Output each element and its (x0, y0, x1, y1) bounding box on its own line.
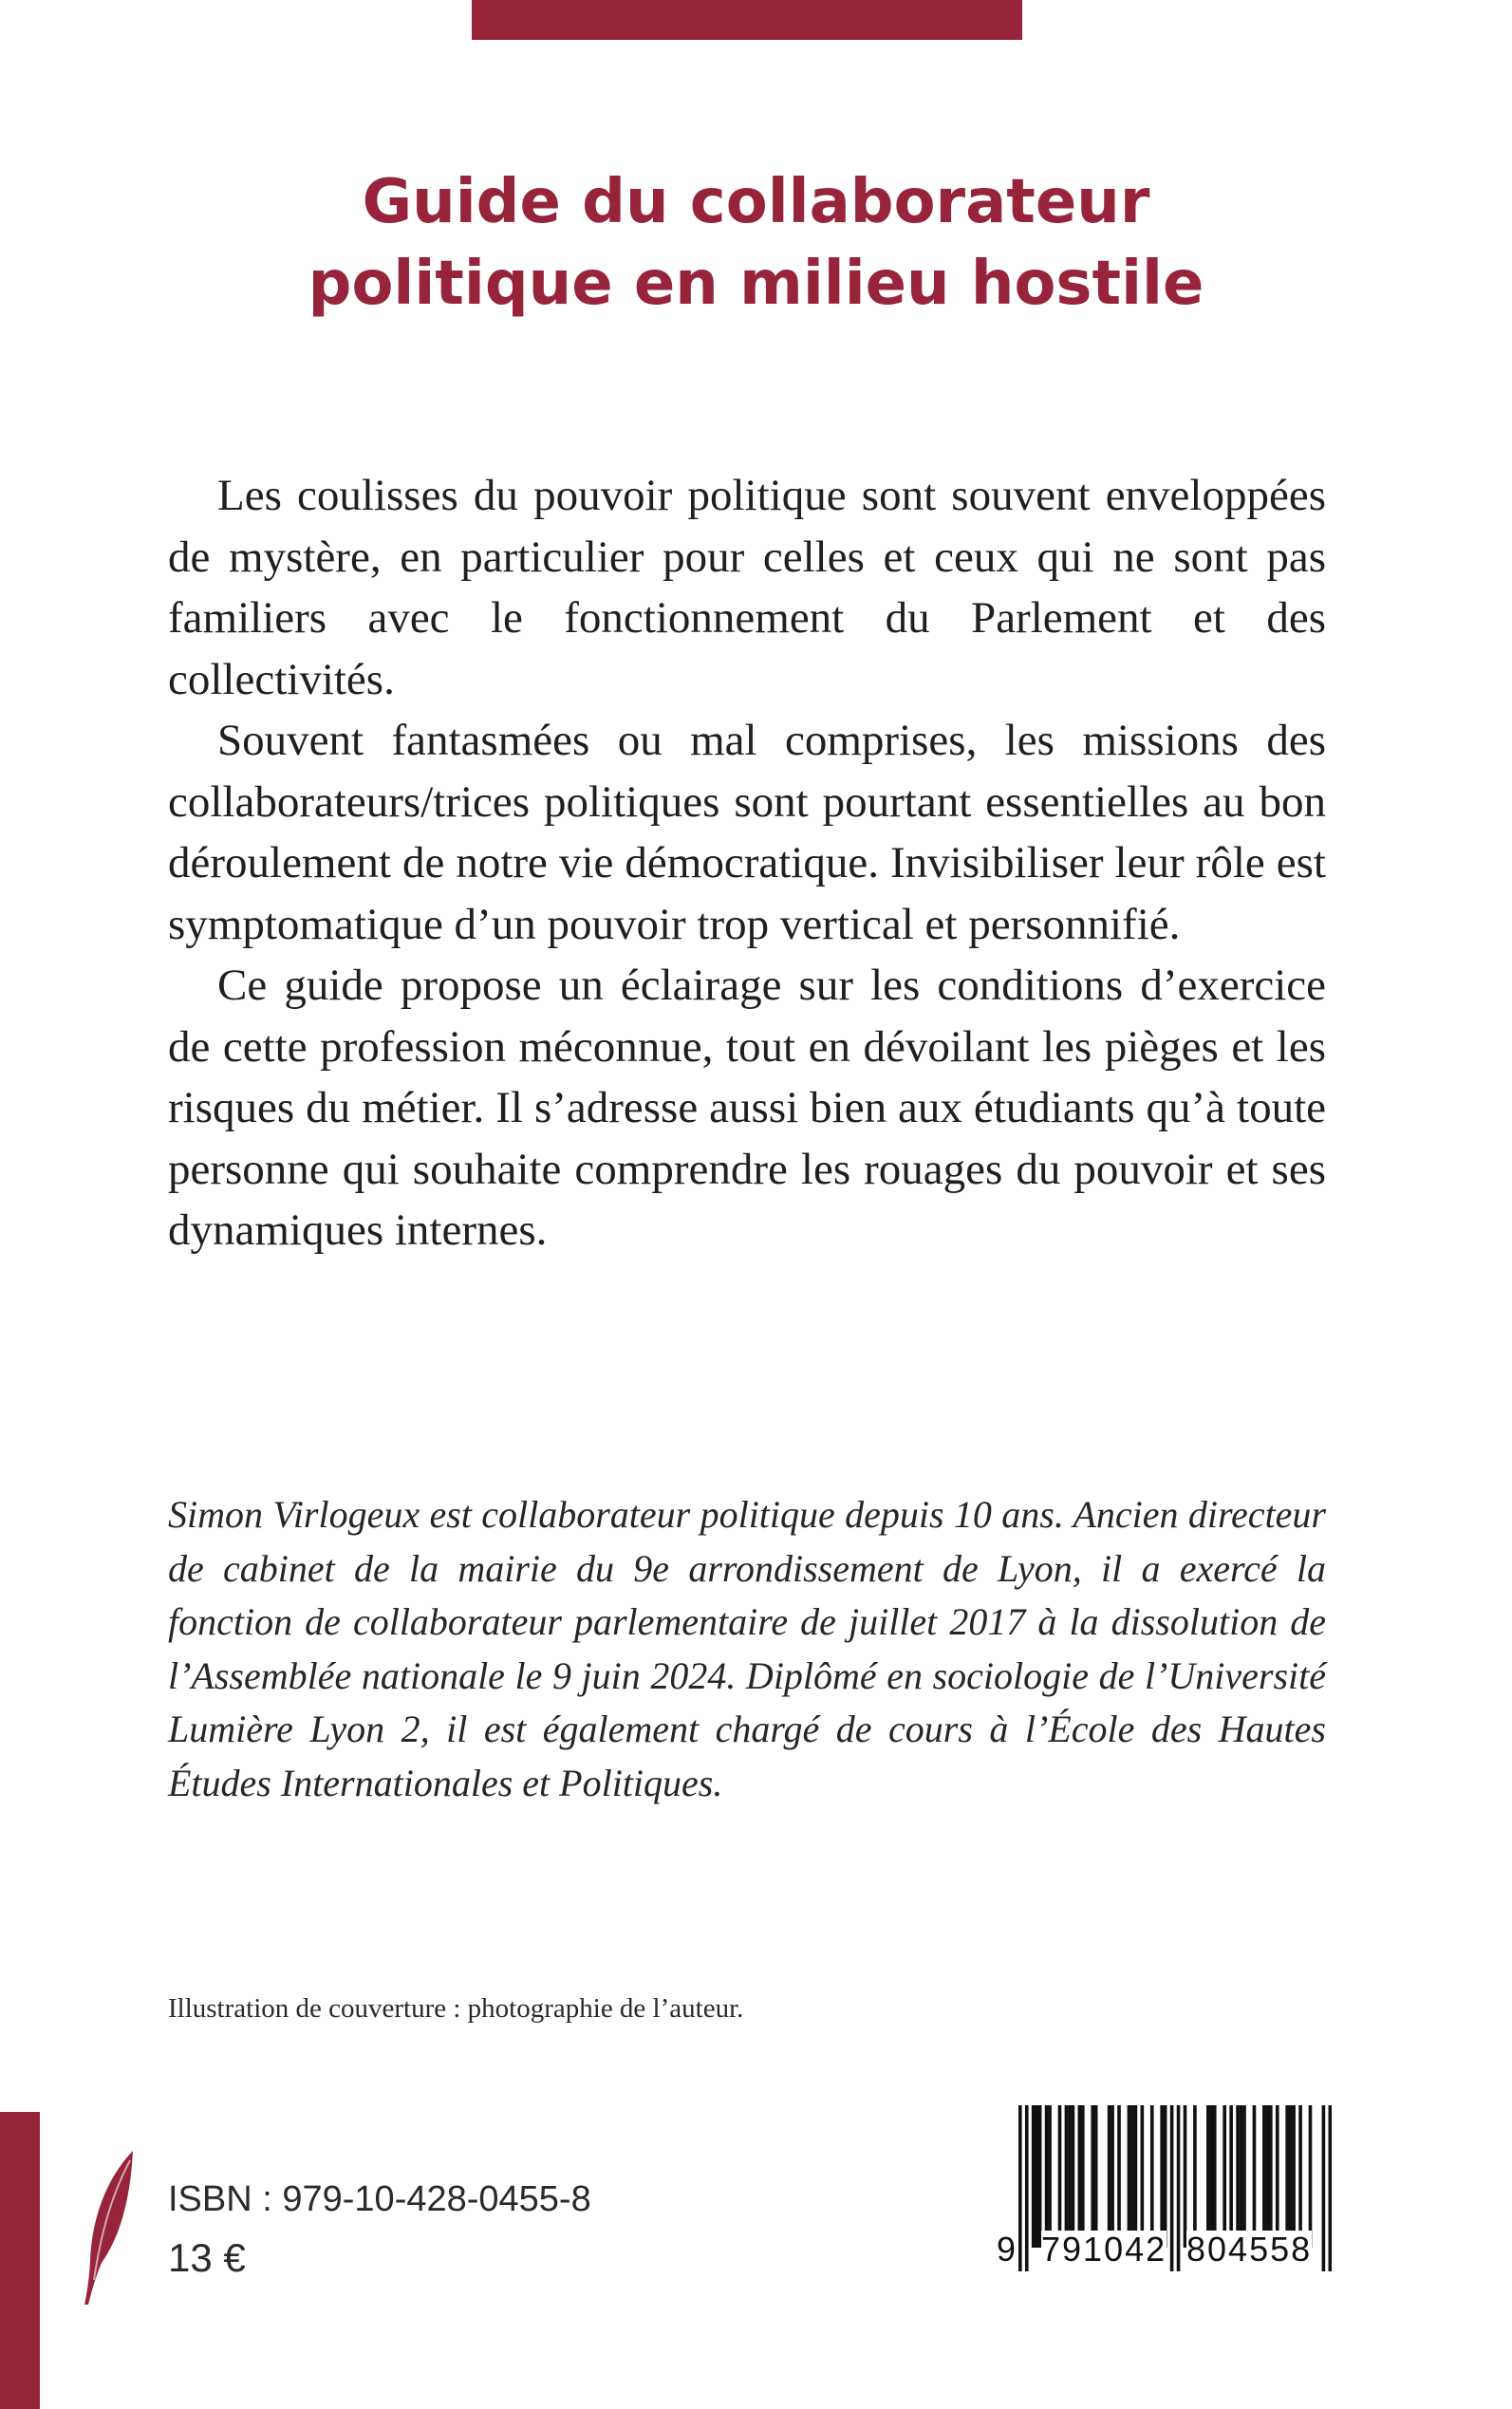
book-title-line-2: politique en milieu hostile (308, 249, 1204, 319)
barcode-bar (1266, 2105, 1270, 2248)
barcode-bar (1134, 2105, 1138, 2248)
side-accent-band (0, 2112, 40, 2409)
top-accent-band (472, 0, 1022, 40)
price: 13 € (168, 2235, 246, 2280)
barcode-bar (1130, 2105, 1134, 2248)
author-bio: Simon Virlogeux est collaborateur politique depuis 10 ans. Ancien directeur de cabinet de la mairie du 9e arrondissement de Lyon, il a exercé la fonction de collaborateur parlementaire de juillet 2017 à la dissolution de l’Assemblée nationale le 9 juin 2024. Diplômé en sociologie de l’Université Lumière Lyon 2, il est également chargé de cours à l’École des Hautes Études Internationales et Politiques. (168, 1493, 1326, 1804)
barcode-bar (1209, 2105, 1213, 2248)
barcode-right-group: 804558 (1186, 2230, 1313, 2269)
barcode-bar (1150, 2105, 1154, 2248)
barcode-bar (1141, 2105, 1145, 2248)
isbn: ISBN : 979-10-428-0455-8 (168, 2179, 591, 2219)
barcode-bar (1048, 2105, 1052, 2248)
barcode-bar (1117, 2105, 1121, 2248)
blurb-paragraph-1: Les coulisses du pouvoir politique sont souvent enveloppées de mystère, en particulier pour celles et ceux qui ne sont pas familiers avec le fonctionnement du Parlement et des collectivités. (168, 471, 1326, 704)
barcode-bar (1322, 2105, 1326, 2271)
barcode-bar (1269, 2105, 1273, 2248)
barcode-bar (1223, 2105, 1226, 2248)
barcode-bar (1058, 2105, 1062, 2248)
barcode-bar (1018, 2105, 1022, 2271)
barcode-bar (1068, 2105, 1072, 2248)
blurb-paragraph-2: Souvent fantasmées ou mal comprises, les missions des collaborateurs/trices politiques sont pourtant essentielles au bon déroulement de notre vie démocratique. Invisibiliser leur rôle est symptomatique d’un pouvoir trop vertical et personnifié. (168, 716, 1326, 949)
book-title-line-1: Guide du collaborateur (362, 167, 1150, 237)
barcode-bar (1242, 2105, 1246, 2248)
barcode-bar (1128, 2105, 1131, 2248)
barcode-bar (1038, 2105, 1042, 2248)
cover-credit: Illustration de couverture : photographie de l’auteur. (168, 1993, 744, 2024)
barcode-bar (1298, 2105, 1302, 2248)
barcode-bar (1262, 2105, 1266, 2248)
barcode-bar (1108, 2105, 1111, 2248)
barcode-bar (1160, 2105, 1164, 2248)
barcode-bar (1329, 2105, 1332, 2271)
barcode-bar (1193, 2105, 1197, 2248)
barcode-bar (1094, 2105, 1098, 2248)
barcode-bar (1184, 2105, 1187, 2248)
barcode-lead-digit: 9 (997, 2230, 1017, 2269)
barcode-bar (1072, 2105, 1075, 2248)
barcode-bar (1309, 2105, 1313, 2248)
book-title (0, 161, 1512, 325)
quill-icon (81, 2147, 138, 2308)
barcode-bar (1213, 2105, 1217, 2248)
barcode-bar (1032, 2105, 1036, 2248)
barcode-bar (1035, 2105, 1038, 2248)
barcode-bar (1240, 2105, 1243, 2248)
barcode-bar (1289, 2105, 1293, 2248)
barcode-left-group: 791042 (1041, 2230, 1167, 2269)
blurb-paragraph-3: Ce guide propose un éclairage sur les conditions d’exercice de cette profession méconnue, tout en dévoilant les pièges et les risques du métier. Il s’adresse aussi bien aux étudiants qu’à toute personne qui souhaite comprendre les rouages du pouvoir et ses dynamiques internes. (168, 961, 1326, 1255)
book-blurb (168, 465, 1326, 1261)
barcode-bar (1081, 2105, 1085, 2248)
barcode-bar (1206, 2105, 1210, 2248)
barcode-bar (1091, 2105, 1094, 2248)
barcode-bar (1276, 2105, 1279, 2248)
barcode-bar (1164, 2105, 1167, 2248)
barcode-bar (1065, 2105, 1069, 2248)
barcode-bar (1285, 2105, 1289, 2248)
barcode-bar (1170, 2105, 1174, 2271)
barcode-bar (1111, 2105, 1114, 2248)
barcode-bar (1292, 2105, 1296, 2248)
barcode-bar (1236, 2105, 1240, 2248)
barcode-bar (1025, 2105, 1029, 2271)
barcode-bar (1177, 2105, 1181, 2271)
barcode-bar (1045, 2105, 1049, 2248)
barcode-bar (1229, 2105, 1233, 2248)
barcode-bar (1253, 2105, 1257, 2248)
barcode-bar (1078, 2105, 1082, 2248)
